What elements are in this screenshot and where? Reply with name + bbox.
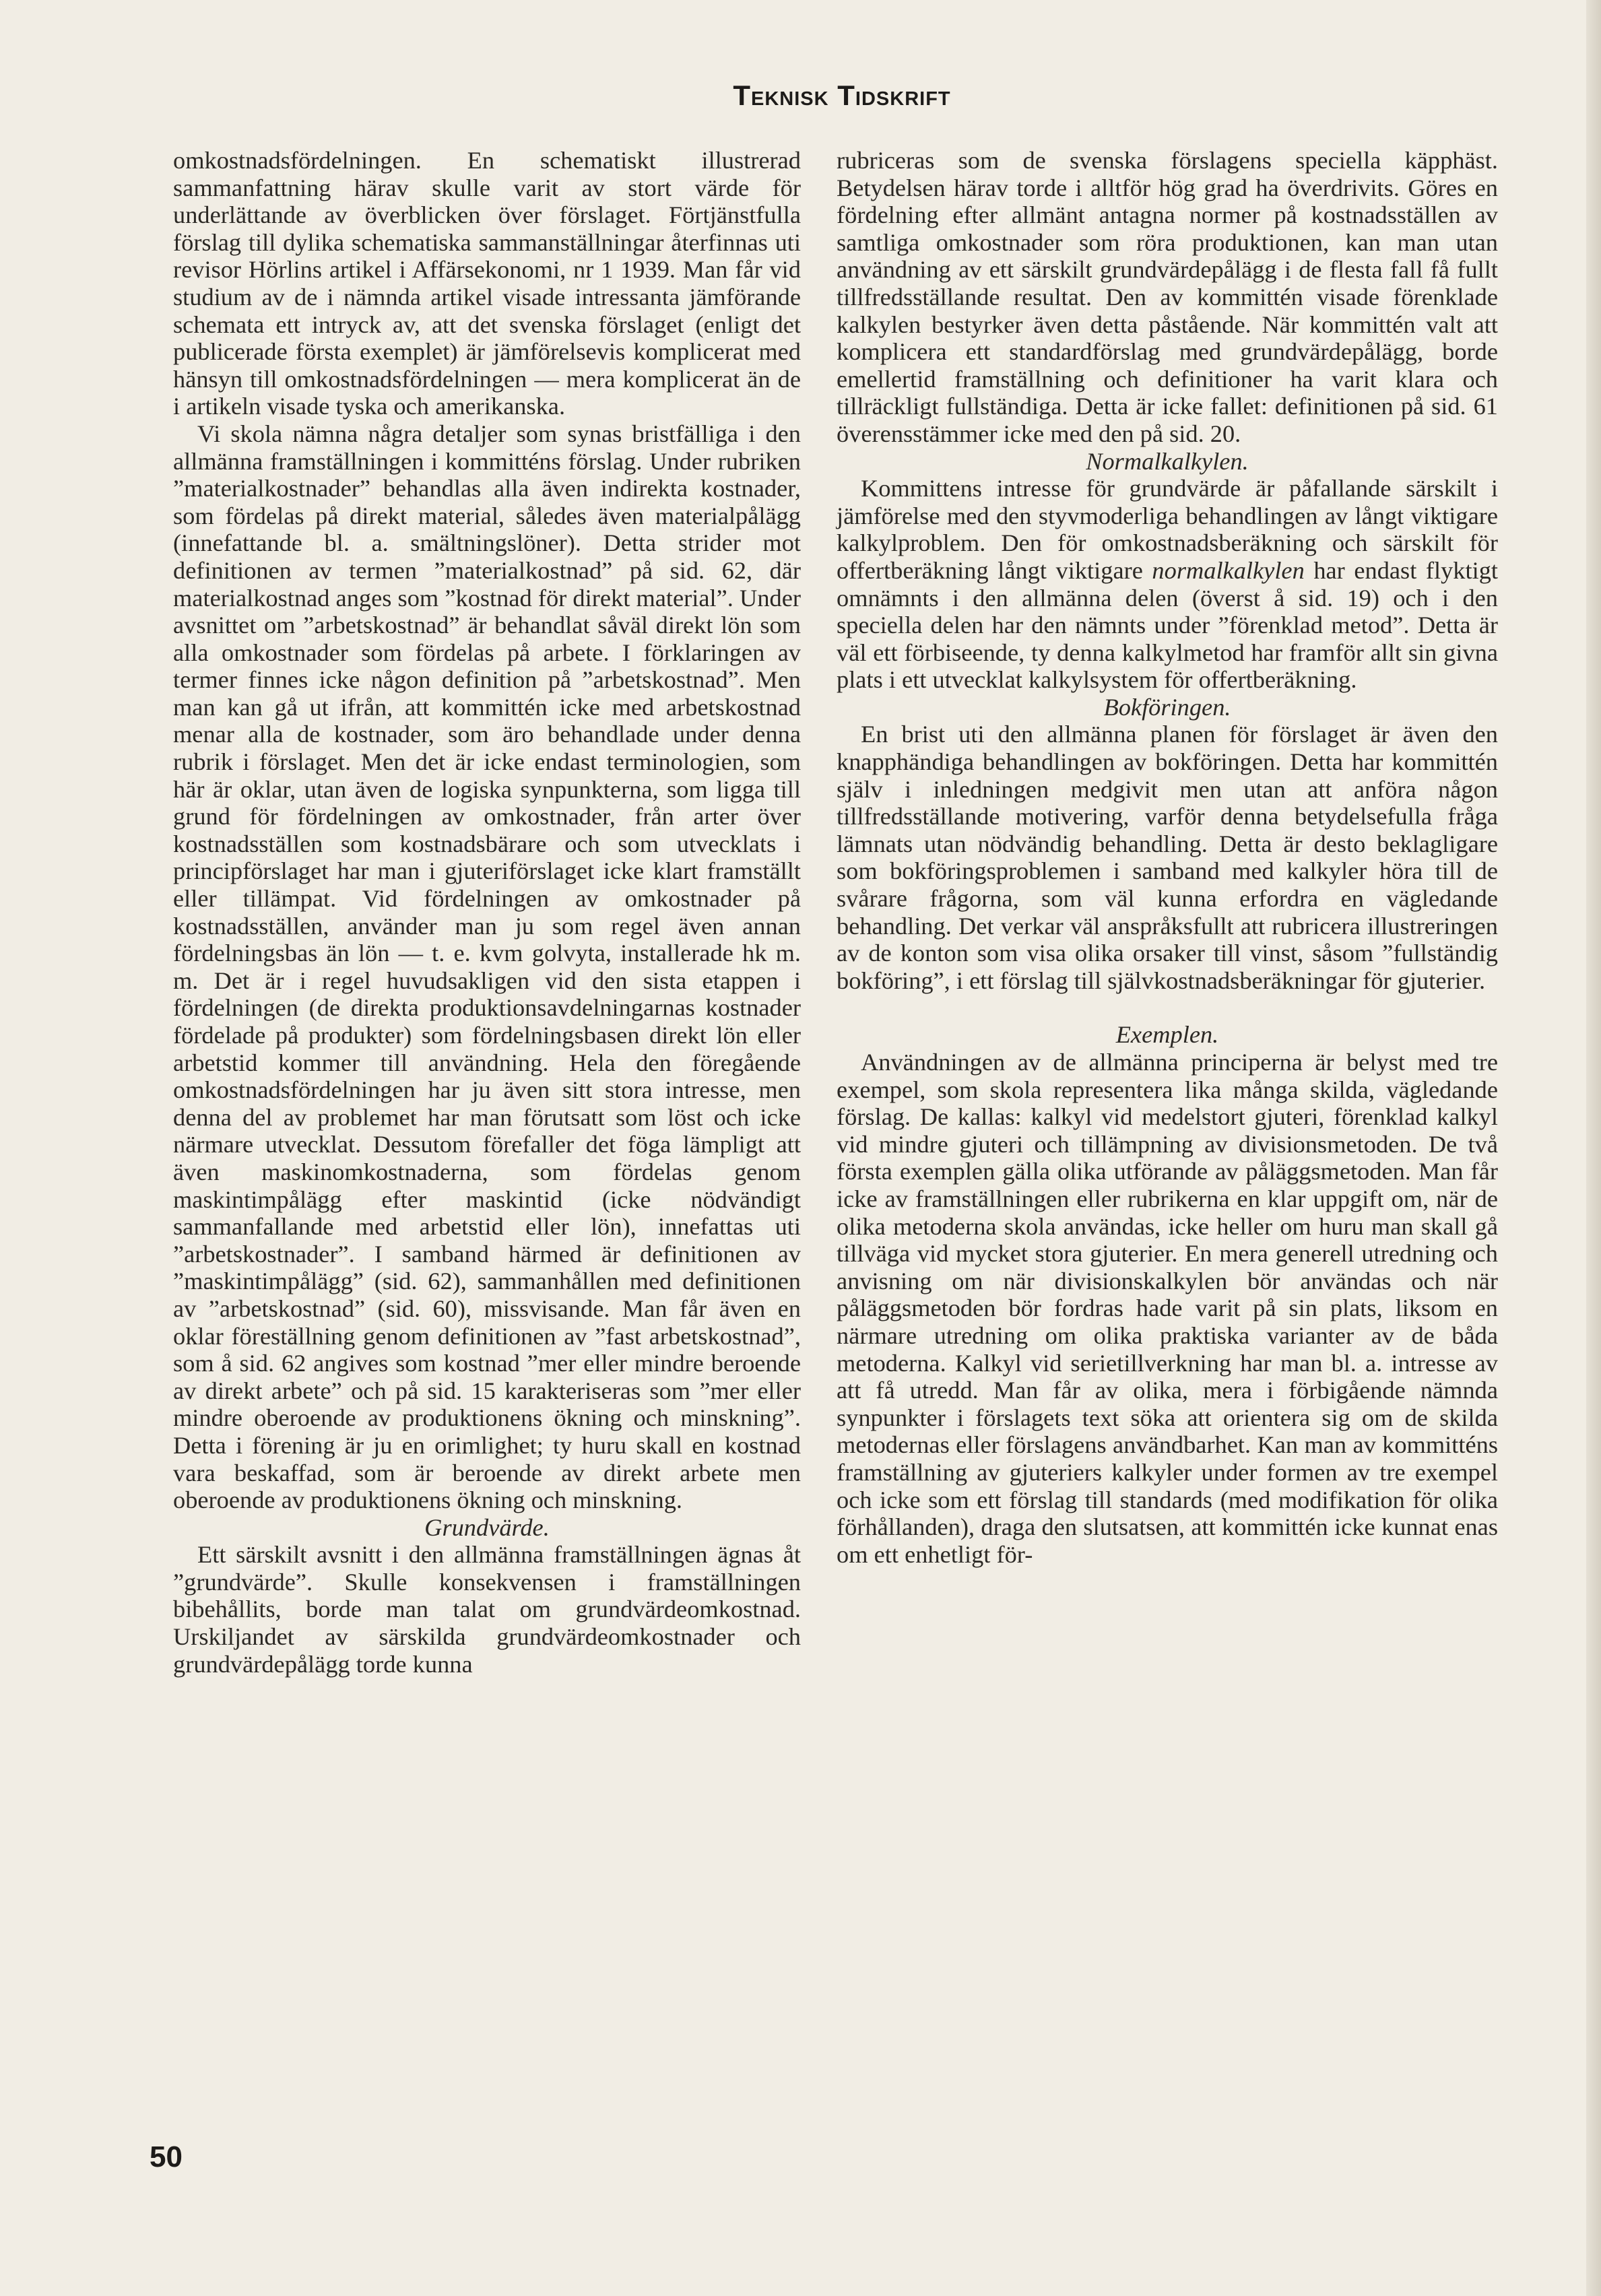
- section-heading-grundvarde: Grundvärde.: [424, 1513, 550, 1541]
- paragraph: Användningen av de allmänna principerna är belyst med tre exempel, som skola representera lika många skilda, vägledande förslag. De kallas: kalkyl vid medelstort gjuteri, förenklad kalkyl vid mindre gjuteri och tillämpning av divisionsmetoden. De två första exemplen gälla olika utförande av påläggsmetoden. Man får icke av framställningen eller rubrikerna en klar uppgift om, när de olika metoderna skola användas, icke heller om huru man skall gå tillväga vid mycket stora gjuterier. En mera generell utredning och anvisning om när divisionskalkylen bör användas och när påläggsmetoden bör fordras hade varit på sin plats, liksom en närmare utredning om olika praktiska varianter av de båda metoderna. Kalkyl vid serietillverkning har man bl. a. intresse av att få utredd. Man får av olika, mera i förbigående nämnda synpunkter i förslagets text söka att orientera sig om de skilda metodernas eller förslagens användbarhet. Kan man av kommitténs framställning av gjuteriers kalkyler under formen av tre exempel och icke som ett förslag till standards (med modifikation för olika förhållanden), draga den slutsatsen, att kommittén icke kunnat enas om ett enhetligt för-: [837, 1049, 1498, 1568]
- page-number: 50: [150, 2140, 183, 2173]
- right-column: [837, 147, 1498, 2174]
- section-heading-exemplen: Exemplen.: [1115, 1021, 1219, 1049]
- paragraph: Ett särskilt avsnitt i den allmänna framställningen ägnas åt ”grundvärde”. Skulle konsekvensen i framställningen bibehållits, borde man talat om grundvärdeomkostnad. Urskiljandet av särskilda grundvärdeomkostnader och grundvärdepålägg torde kunna: [173, 1541, 801, 1678]
- paragraph: En brist uti den allmänna planen för förslaget är även den knapphändiga behandlingen av bokföringen. Detta har kommittén själv i inledningen medgivit men utan att anföra någon tillfredsställande motivering, varför denna betydelsefulla fråga lämnats utan nödvändig behandling. Detta är desto beklagligare som bokföringsproblemen i samband med kalkyler höra till de svårare frågorna, som väl kunna erfordra en vägledande behandling. Det verkar väl anspråksfullt att rubricera illustreringen av de konton som visa olika orsaker till vinst, såsom ”fullständig bokföring”, i ett förslag till självkostnadsberäkningar för gjuterier.: [837, 721, 1498, 994]
- spacer: [837, 994, 1498, 1021]
- paragraph: omkostnadsfördelningen. En schematiskt illustrerad sammanfattning härav skulle varit av stort värde för underlättande av överblicken över förslaget. Förtjänstfulla förslag till dylika schematiska sammanställningar återfinnas uti revisor Hörlins artikel i Affärsekonomi, nr 1 1939. Man får vid studium av de i nämnda artikel visade intressanta jämförande schemata ett intryck av, att det svenska förslaget (enligt det publicerade första exemplet) är jämförelsevis komplicerat med hänsyn till omkostnadsfördelningen — mera komplicerat än de i artikeln visade tyska och amerikanska.: [173, 147, 801, 420]
- page-edge-shadow: [1586, 0, 1601, 2296]
- running-header: Teknisk Tidskrift: [733, 79, 951, 111]
- paragraph: rubriceras som de svenska förslagens speciella käpphäst. Betydelsen härav torde i alltför hög grad ha överdrivits. Göres en fördelning efter allmänt antagna normer på kostnadsställen av samtliga omkostnader som röra produktionen, kan man utan användning av ett särskilt grundvärdepålägg i de flesta fall få fullt tillfredsställande resultat. Den av kommittén visade förenklade kalkylen bestyrker även detta påstående. När kommittén valt att komplicera ett standardförslag med grundvärdepålägg, borde emellertid framställning och definitioner ha varit klara och tillräckligt fullständiga. Detta är icke fallet: definitionen på sid. 61 överensstämmer icke med den på sid. 20.: [837, 147, 1498, 447]
- left-column: [173, 147, 801, 2194]
- section-heading-bokforingen: Bokföringen.: [1103, 693, 1231, 721]
- section-heading-normalkalkylen: Normalkalkylen.: [1086, 447, 1249, 475]
- paragraph-text: Kommittens intresse för grundvärde är påfallande särskilt i jämförelse med den styvmoderliga behandlingen av långt viktigare kalkylproblem. Den för omkostnadsberäkning och särskilt för offertberäkning långt viktigare: [837, 475, 1498, 584]
- paragraph-text: har endast flyktigt omnämnts i den allmänna delen (överst å sid. 19) och i den speciella delen har den nämnts under ”förenklad metod”. Detta är väl ett förbiseende, ty denna kalkylmetod har framför allt sin givna plats i ett utvecklat kalkylsystem för offertberäkning.: [837, 556, 1499, 694]
- emphasized-term: normalkalkylen: [1152, 556, 1305, 584]
- paragraph: [837, 475, 1498, 694]
- paragraph: Vi skola nämna några detaljer som synas bristfälliga i den allmänna framställningen i kommitténs förslag. Under rubriken ”materialkostnader” behandlas alla även indirekta kostnader, som fördelas på direkt material, således även materialpålägg (innefattande bl. a. smältningslöner). Detta strider mot definitionen av termen ”materialkostnad” på sid. 62, där materialkostnad anges som ”kostnad för direkt material”. Under avsnittet om ”arbetskostnad” är behandlat såväl direkt lön som alla omkostnader som fördelas på arbete. I förklaringen av termer finnes icke någon definition på ”arbetskostnad”. Men man kan gå ut ifrån, att kommittén icke med arbetskostnad menar alla de kostnader, som äro behandlade under denna rubrik i förslaget. Men det är icke endast terminologien, som här är oklar, utan även de logiska synpunkterna, som ligga till grund för fördelningen av omkostnader, från arter över kostnadsställen som kostnadsbärare och som utvecklats i principförslaget har man i gjuteriförslaget icke klart framställt eller tillämpat. Vid fördelningen av omkostnader på kostnadsställen, använder man ju som regel även annan fördelningsbas än lön — t. e. kvm golvyta, installerade hk m. m. Det är i regel huvudsakligen vid den sista etappen i fördelningen (de direkta produktionsavdelningarnas kostnader fördelade på produkter) som fördelningsbasen direkt lön eller arbetstid kommer till användning. Hela den föregående omkostnadsfördelningen har ju även sitt stora intresse, men denna del av problemet har man förutsatt som löst och icke närmare utvecklat. Dessutom förefaller det föga lämpligt att även maskinomkostnaderna, som fördelas genom maskintimpålägg efter maskintid (icke nödvändigt sammanfallande med arbetstid eller lön), innefattas uti ”arbetskostnader”. I samband härmed är definitionen av ”maskintimpålägg” (sid. 62), sammanhållen med definitionen av ”arbetskostnad” (sid. 60), missvisande. Man får även en oklar föreställning genom definitionen av ”fast arbetskostnad”, som å sid. 62 angives som kostnad ”mer eller mindre beroende av direkt arbete” och på sid. 15 karakteriseras som ”mer eller mindre oberoende av produktionens ökning och minskning”. Detta i förening är ju en orimlighet; ty huru skall en kostnad vara beskaffad, som är beroende av direkt arbete men oberoende av produktionens ökning och minskning.: [173, 420, 801, 1514]
